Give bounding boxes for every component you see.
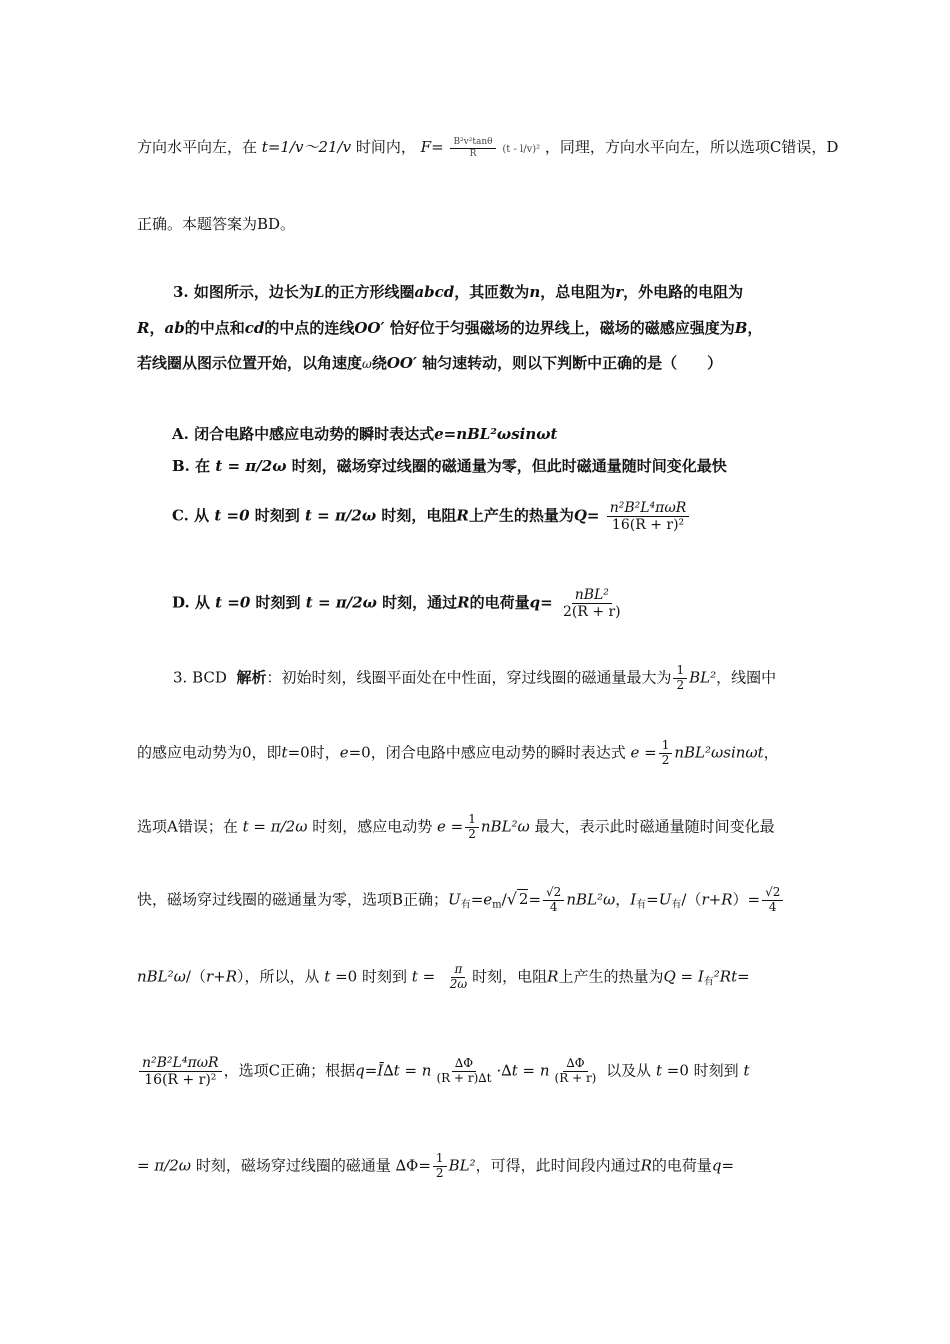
var-BL: BL²	[689, 668, 717, 687]
answer-label: 3. BCD	[173, 668, 227, 687]
fraction-denominator: 16(R + r)²	[611, 517, 685, 534]
text-segment: /（	[681, 890, 702, 909]
var-B: B	[734, 319, 748, 337]
fraction-numerator: ∆Φ	[452, 1057, 476, 1072]
sqrt-value: 2	[518, 890, 529, 909]
option-time: t = π/2ω	[305, 593, 377, 612]
formula: nBL²ωsinωt	[674, 743, 764, 762]
fraction-denominator: 16(R + r)²	[144, 1072, 217, 1089]
var-U: U	[448, 890, 461, 909]
text-segment: =	[470, 890, 484, 909]
fraction-denominator: 2	[435, 1165, 444, 1180]
fraction-numerator: nBL²	[572, 587, 612, 604]
fraction-denominator: 2	[661, 752, 670, 767]
text-segment: ），所以，从	[237, 967, 320, 986]
root-fraction	[543, 886, 564, 915]
var-OO: OO′	[386, 354, 417, 372]
formula: nBL²ω	[137, 967, 186, 986]
var-e: e	[483, 890, 493, 909]
fraction-numerator: B²v²tanθ	[450, 137, 495, 148]
text-segment: 以及从	[606, 1061, 652, 1080]
var-q: q=	[529, 593, 553, 612]
text-segment: 时刻，磁场穿过线圈的磁通量 ∆Φ=	[195, 1156, 431, 1175]
option-text: D. 从	[172, 593, 210, 612]
half-fraction	[433, 1152, 447, 1181]
subscript: 有	[671, 899, 682, 911]
text-segment: =0 时刻到	[335, 967, 407, 986]
text-segment: ，选项C正确；根据	[223, 1061, 356, 1080]
var-I: I	[630, 890, 637, 909]
analysis-line1	[173, 664, 776, 693]
var-omega: ω	[362, 357, 372, 371]
fraction-denominator: 2	[468, 826, 476, 841]
var-R: R	[456, 506, 469, 525]
var-n: n	[529, 283, 541, 301]
text-segment: 绕	[371, 354, 387, 372]
var-t: t	[743, 1061, 750, 1080]
var-e: e	[339, 743, 349, 762]
fraction-numerator: √2	[543, 886, 564, 901]
formula: nBL²ω	[480, 817, 530, 836]
option-text: B. 在	[172, 457, 211, 475]
option-c	[172, 500, 691, 533]
analysis-line6	[137, 1055, 749, 1088]
option-d	[172, 587, 626, 620]
option-text: 时刻到	[254, 506, 300, 525]
text-segment: /（	[185, 967, 206, 986]
text-segment: ：初始时刻，线圈平面处在中性面，穿过线圈的磁通量最大为	[266, 668, 672, 687]
fraction-denominator: 2ω	[449, 976, 468, 991]
question-line3	[137, 352, 722, 375]
option-b	[172, 455, 727, 477]
text-segment: 时刻，感应电动势	[312, 817, 433, 836]
option-text: 时刻，通过	[382, 593, 458, 612]
var-abcd: abcd	[414, 283, 455, 301]
var-Q: Q = I	[663, 967, 704, 986]
var-q: q=	[711, 1156, 735, 1175]
option-text: C. 从	[172, 506, 210, 525]
analysis-label: 解析	[236, 668, 267, 687]
text-segment: =0 时刻到	[666, 1061, 739, 1080]
force-fraction	[450, 137, 495, 159]
text-segment: 最大，表示此时磁通量随时间变化最	[534, 817, 775, 836]
var-rR: r+R	[701, 890, 733, 909]
fraction-numerator: √2	[762, 886, 783, 901]
text-segment: ，线圈中	[716, 668, 777, 687]
text-segment: 若线圈从图示位置开始，以角速度	[137, 354, 363, 372]
fraction-numerator: 1	[433, 1152, 447, 1167]
charge-fraction	[560, 587, 624, 620]
text-segment: 时刻，电阻	[472, 967, 548, 986]
option-time: t =0	[214, 506, 250, 525]
text-segment: 快，磁场穿过线圈的磁通量为零，选项B正确；	[137, 890, 449, 909]
var-e: e =	[437, 817, 464, 836]
text-segment: 恰好位于匀强磁场的边界线上，磁场的磁感应强度为	[389, 319, 735, 337]
option-time: t = π/2ω	[305, 506, 377, 525]
fraction-numerator: n²B²L⁴πωR	[139, 1055, 222, 1072]
question-line2	[137, 317, 762, 339]
time-expr: = π/2ω	[137, 1156, 192, 1175]
fraction-denominator: 4	[768, 899, 777, 914]
half-fraction	[465, 813, 479, 842]
text-segment: ，外电路的电阻为	[623, 283, 744, 301]
var-rR: r+R	[205, 967, 237, 986]
fraction-denominator: 4	[549, 899, 558, 914]
analysis-line4	[137, 886, 785, 916]
text-segment: 上产生的热量为	[558, 967, 664, 986]
text-segment: 的中点和	[184, 319, 245, 337]
fraction-numerator: n²B²L⁴πωR	[607, 500, 690, 517]
subscript: 有	[703, 976, 714, 988]
option-time: t = π/2ω	[215, 457, 287, 475]
var-Q: Q=	[573, 506, 600, 525]
var-t: t	[324, 967, 331, 986]
fraction-denominator: (R + r)	[554, 1071, 597, 1086]
flux-fraction	[433, 1057, 494, 1086]
fraction-numerator: 1	[465, 813, 479, 828]
var-U: U	[658, 890, 672, 909]
var-L: L	[313, 283, 325, 301]
question-line1	[173, 281, 743, 303]
analysis-line2	[137, 739, 779, 768]
var-R: R	[457, 593, 470, 612]
time-fraction	[447, 963, 470, 992]
force-symbol: F=	[420, 138, 444, 156]
text-segment: 3. 如图所示，边长为	[173, 283, 314, 301]
text-segment: =0，闭合电路中感应电动势的瞬时表达式	[348, 743, 626, 762]
var-t: t =	[411, 967, 436, 986]
var-OO: OO′	[354, 319, 385, 337]
var-R: R	[137, 319, 150, 337]
text-segment: 选项A错误；在	[137, 817, 238, 836]
var-ab: ab	[164, 319, 185, 337]
fraction-numerator: 1	[673, 664, 687, 679]
text-segment: =	[528, 890, 542, 909]
heat-fraction	[139, 1055, 222, 1088]
formula: Ī∆t = n	[377, 1061, 432, 1080]
text-segment: ，同理，方向水平向左，所以选项C错误，D	[544, 138, 839, 156]
var-t: t = π/2ω	[242, 817, 308, 836]
fraction-numerator: π	[451, 963, 465, 978]
formula: nBL²ω	[566, 890, 616, 909]
var-R: R	[547, 967, 559, 986]
option-text: 上产生的热量为	[468, 506, 574, 525]
text-segment: 轴匀速转动，则以下判断中正确的是（ ）	[422, 354, 723, 372]
text-segment: 的电荷量	[651, 1156, 712, 1175]
analysis-line7	[137, 1152, 734, 1181]
flux-fraction	[552, 1057, 600, 1086]
para1-line2	[137, 213, 295, 235]
fraction-numerator: 1	[659, 739, 673, 754]
sqrt-icon: √	[506, 889, 517, 909]
fraction-denominator: R	[469, 148, 477, 159]
text-segment: 的正方形线圈	[324, 283, 415, 301]
text-segment: 时间内，	[355, 138, 416, 156]
text-segment: ，其匝数为	[454, 283, 530, 301]
text-segment: 的感应电动势为0，即	[137, 743, 282, 762]
option-a	[172, 423, 557, 445]
fraction-denominator: 2	[676, 677, 685, 692]
text-segment: ，	[763, 743, 779, 762]
var-q: q=	[355, 1061, 378, 1080]
formula: ²Rt=	[713, 967, 750, 986]
text-segment: ，	[615, 890, 631, 909]
analysis-line3	[137, 813, 775, 842]
option-text: 时刻到	[255, 593, 301, 612]
var-t: t	[281, 743, 288, 762]
option-formula: e=nBL²ωsinωt	[434, 425, 558, 443]
var-BL: BL²	[448, 1156, 476, 1175]
text-segment: ）=	[732, 890, 761, 909]
subscript: 有	[636, 899, 647, 911]
var-cd: cd	[244, 319, 265, 337]
option-text: 时刻，电阻	[381, 506, 457, 525]
fraction-denominator: 2(R + r)	[562, 604, 621, 621]
text-segment: =0时，	[287, 743, 340, 762]
text-segment: 的中点的连线	[264, 319, 355, 337]
fraction-numerator: ∆Φ	[563, 1057, 587, 1072]
text-segment: 正确。本题答案为BD。	[137, 215, 296, 233]
option-text: 的电荷量	[469, 593, 530, 612]
subscript: m	[492, 899, 502, 911]
force-paren: (t - l/v)²	[502, 144, 541, 155]
option-time: t =0	[215, 593, 251, 612]
subscript: 有	[460, 899, 471, 911]
text-segment: =	[646, 890, 659, 909]
var-r: r	[615, 283, 624, 301]
para1-line1	[137, 136, 838, 161]
var-t: t	[655, 1061, 662, 1080]
option-text: A. 闭合电路中感应电动势的瞬时表达式	[172, 425, 435, 443]
text-segment: /	[501, 890, 507, 909]
text-segment: ，可得，此时间段内通过	[475, 1156, 641, 1175]
root-fraction	[762, 886, 783, 915]
time-range: t=1/v～21/v	[261, 138, 352, 156]
formula: ·∆t = n	[496, 1061, 550, 1080]
text-segment: ，	[747, 319, 763, 337]
fraction-denominator: (R + r)∆t	[436, 1071, 492, 1086]
option-text: 时刻，磁场穿过线圈的磁通量为零，但此时磁通量随时间变化最快	[291, 457, 727, 475]
text-segment: 方向水平向左，在	[137, 138, 258, 156]
var-e: e =	[630, 743, 657, 762]
analysis-line5	[137, 963, 750, 993]
half-fraction	[659, 739, 673, 768]
var-R: R	[640, 1156, 652, 1175]
heat-fraction	[607, 500, 690, 533]
text-segment: ，总电阻为	[540, 283, 616, 301]
text-segment: ，	[149, 319, 165, 337]
half-fraction	[673, 664, 687, 693]
